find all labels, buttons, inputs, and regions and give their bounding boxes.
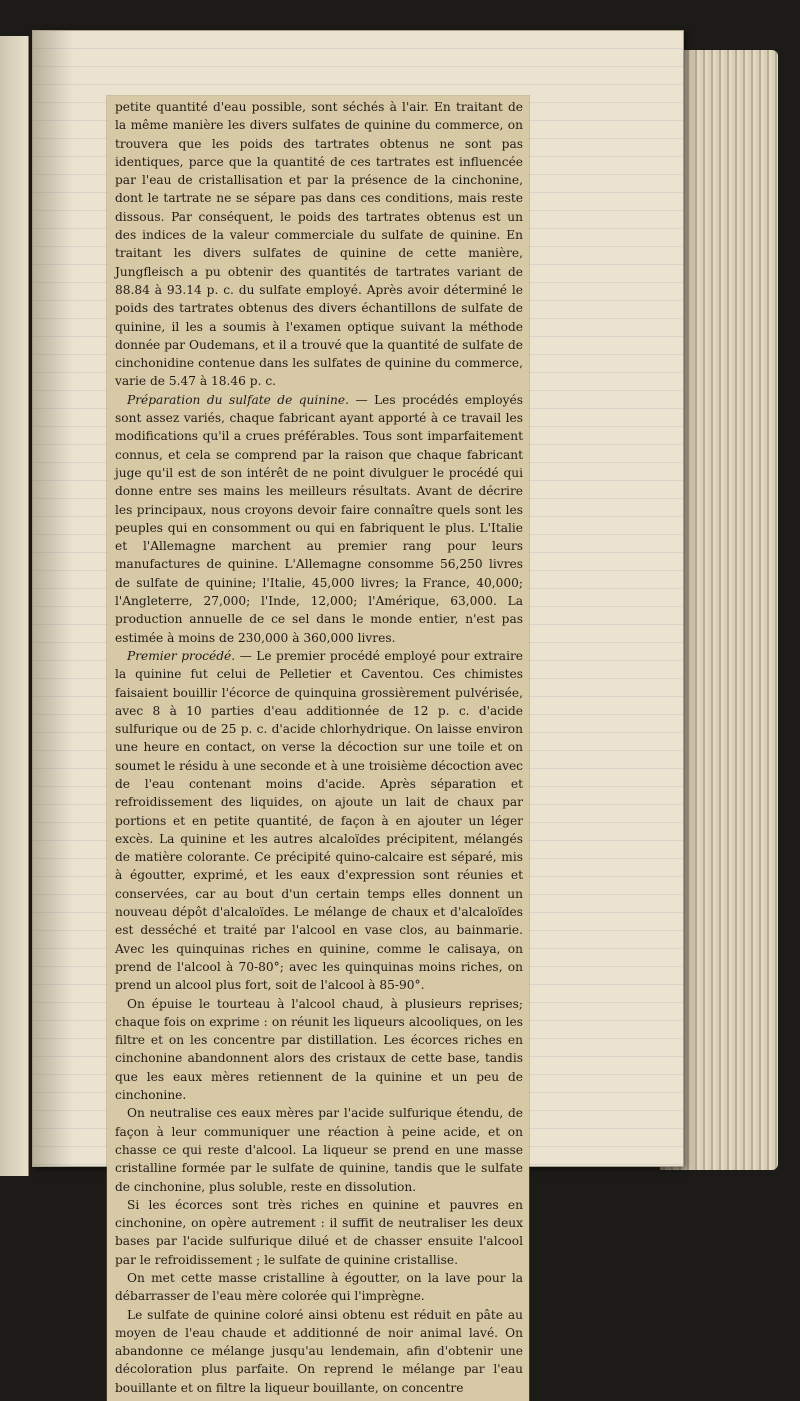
paragraph-3: Premier procédé. — Le premier procédé employé pour extraire la quinine fut celui de Pelletier et Caventou. Ces chimistes faisaient bouillir l'écorce de quinquina grossièrement pulvérisée, avec 8 à 10 parties d'eau additionnée de 12 p. c. d'acide sulfurique ou de 25 p. c. d'acide chlorhydrique. On laisse environ une heure en contact, on verse la décoction sur une toile et on soumet le résidu à une seconde et à une troisième décoction avec de l'eau contenant moins d'acide. Après séparation et refroidissement des liquides, on ajoute un lait de chaux par portions et en petite quantité, de façon à en ajouter un léger excès. La quinine et les autres alcaloïdes précipitent, mélangés de matière colorante. Ce précipité quino-calcaire est séparé, mis à égoutter, exprimé, et les eaux d'expression sont réunies et conservées, car au bout d'un certain temps elles donnent un nouveau dépôt d'alcaloïdes. Le mélange de chaux et d'alcaloïdes est desséché et traité par l'alcool en vase clos, au bainmarie. Avec les quinquinas riches en quinine, comme le calisaya, on prend de l'alcool à 70-80°; avec les quinquinas moins riches, on prend un alcool plus fort, soit de l'alcool à 85-90°.	[115, 648, 523, 993]
paragraph-7: On met cette masse cristalline à égoutter, on la lave pour la débarrasser de l'eau mère colorée qui l'imprègne.	[115, 1271, 523, 1304]
section-heading-preparation: Préparation du sulfate de quinine.	[127, 392, 349, 407]
left-page-edge	[0, 36, 29, 1176]
paragraph-8: Le sulfate de quinine coloré ainsi obtenu est réduit en pâte au moyen de l'eau chaude et additionné de noir animal lavé. On abandonne ce mélange jusqu'au lendemain, afin d'obtenir une décoloration plus parfaite. On reprend le mélange par l'eau bouillante et on filtre la liqueur bouillante, on concentre	[115, 1307, 523, 1395]
paragraph-1: petite quantité d'eau possible, sont séchés à l'air. En traitant de la même manière les divers sulfates de quinine du commerce, on trouvera que les poids des tartrates obtenus ne sont pas identiques, parce que la quantité de ces tartrates est influencée par l'eau de cristallisation et par la présence de la cinchonine, dont le tartrate ne se sépare pas dans ces conditions, mais reste dissous. Par conséquent, le poids des tartrates obtenus est un des indices de la valeur commerciale du sulfate de quinine. En traitant les divers sulfates de quinine de cette manière, Jungfleisch a pu obtenir des quantités de tartrates variant de 88.84 à 93.14 p. c. du sulfate employé. Après avoir déterminé le poids des tartrates obtenus des divers échantillons de sulfate de quinine, il les a soumis à l'examen optique suivant la méthode donnée par Oudemans, et il a trouvé que la quantité de sulfate de cinchonidine contenue dans les sulfates de quinine du commerce, varie de 5.47 à 18.46 p. c.	[115, 100, 523, 389]
paragraph-4: On épuise le tourteau à l'alcool chaud, à plusieurs reprises; chaque fois on exprime : on réunit les liqueurs alcooliques, on les filtre et on les concentre par distillation. Les écorces riches en cinchonine abandonnent alors des cristaux de cette base, tandis que les eaux mères retiennent de la quinine et un peu de cinchonine.	[115, 996, 523, 1103]
article-clipping	[107, 96, 529, 1401]
paragraph-2: Préparation du sulfate de quinine. — Les procédés employés sont assez variés, chaque fabricant ayant apporté à ce travail les modifications qu'il a crues préférables. Tous sont imparfaitement connus, et cela se comprend par la raison que chaque fabricant juge qu'il est de son intérêt de ne point divulguer le procédé qui donne entre ses mains les meilleurs résultats. Avant de décrire les principaux, nous croyons devoir faire connaître quels sont les peuples qui en consomment ou qui en fabriquent le plus. L'Italie et l'Allemagne marchent au premier rang pour leurs manufactures de quinine. L'Allemagne consomme 56,250 livres de sulfate de quinine; l'Italie, 45,000 livres; la France, 40,000; l'Angleterre, 27,000; l'Inde, 12,000; l'Amérique, 63,000. La production annuelle de ce sel dans le monde entier, n'est pas estimée à moins de 230,000 à 360,000 livres.	[115, 392, 523, 645]
section-heading-premier-procede: Premier procédé.	[127, 648, 236, 663]
paragraph-5: On neutralise ces eaux mères par l'acide sulfurique étendu, de façon à leur communiquer une réaction à peine acide, et on chasse ce qui reste d'alcool. La liqueur se prend en une masse cristalline formée par le sulfate de quinine, tandis que le sulfate de cinchonine, plus soluble, reste en dissolution.	[115, 1106, 523, 1194]
paragraph-6: Si les écorces sont très riches en quinine et pauvres en cinchonine, on opère autrement : il suffit de neutraliser les deux bases par l'acide sulfurique dilué et de chasser ensuite l'alcool par le refroidissement ; le sulfate de quinine cristallise.	[115, 1197, 523, 1267]
